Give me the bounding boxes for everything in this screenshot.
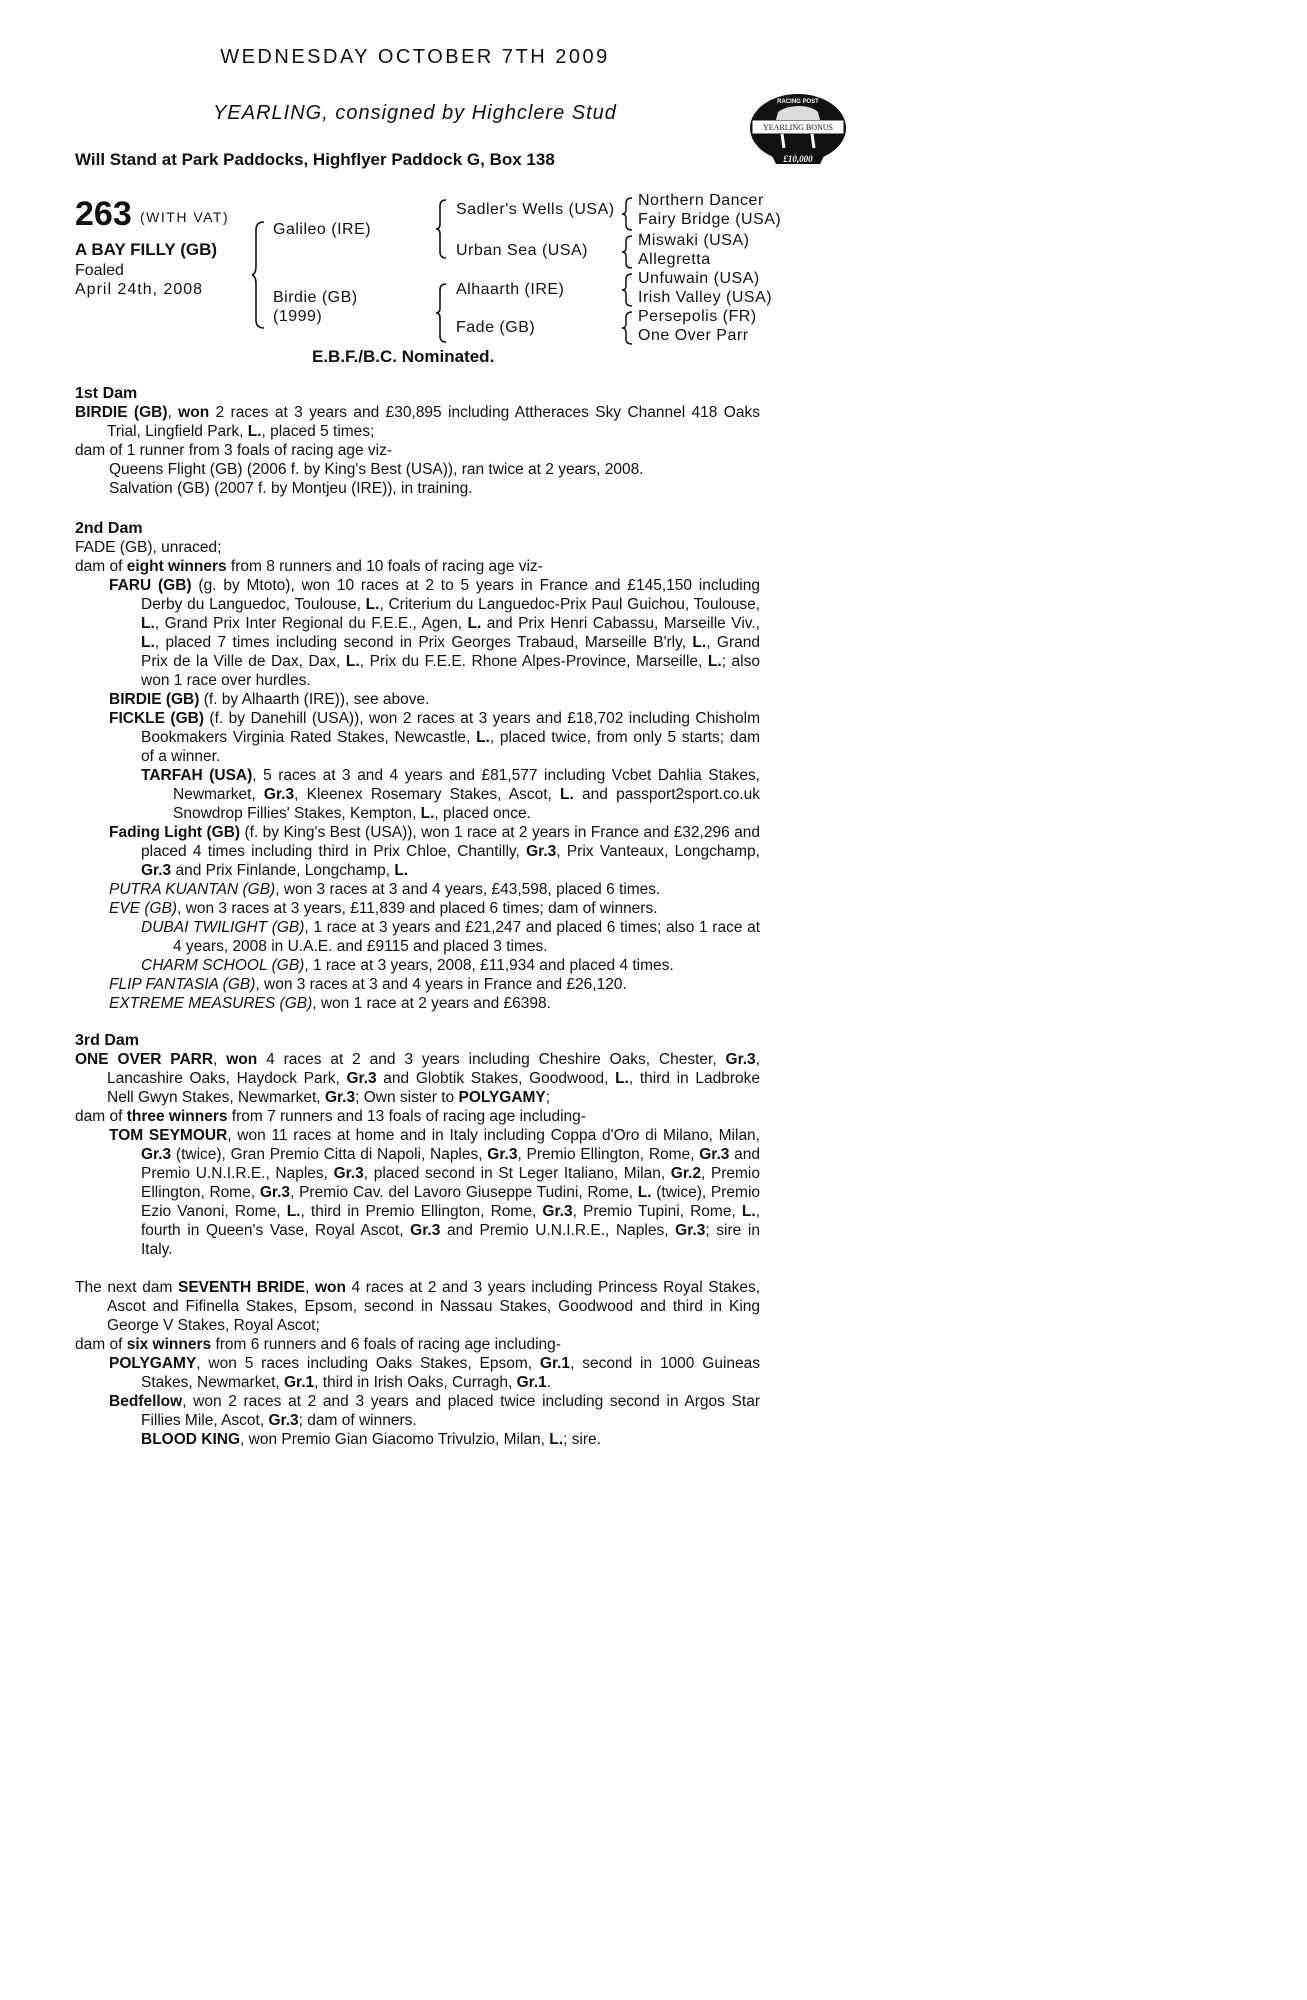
foaled-label: Foaled: [75, 262, 124, 279]
sale-date: WEDNESDAY OCTOBER 7TH 2009: [220, 46, 610, 68]
pedigree-dds: Persepolis (FR): [638, 308, 757, 325]
pedigree-dam-sire: Alhaarth (IRE): [456, 281, 565, 298]
pedigree-dsd: Irish Valley (USA): [638, 289, 773, 306]
third-dam-section: [75, 1031, 760, 1259]
produce-tarfah: TARFAH (USA), 5 races at 3 and 4 years and £81,577 including Vcbet Dahlia Stakes, Newmarket, Gr.3, Kleenex Rosemary Stakes, Ascot, L. and passport2sport.co.uk Snowdrop Fillies' Stakes, Kempton, L., placed once.: [141, 767, 760, 822]
pedigree-dss: Unfuwain (USA): [638, 270, 760, 287]
badge-middle-text: YEARLING BONUS: [763, 123, 833, 132]
first-dam-produce-2: Salvation (GB) (2007 f. by Montjeu (IRE)), in training.: [109, 480, 473, 497]
pedigree-dam-year: (1999): [273, 308, 323, 325]
produce-fading-light: Fading Light (GB) (f. by King's Best (USA)), won 1 race at 2 years in France and £32,296 and placed 4 times including third in Prix Chloe, Chantilly, Gr.3, Prix Vanteaux, Longchamp, Gr.3 and Prix Finlande, Longchamp, L.: [109, 824, 760, 879]
next-dam-dam-of: dam of six winners from 6 runners and 6 foals of racing age including-: [75, 1336, 561, 1353]
stand-location: Will Stand at Park Paddocks, Highflyer Paddock G, Box 138: [75, 150, 555, 169]
pedigree-brace-ds: [622, 272, 634, 308]
pedigree-sire-dam: Urban Sea (USA): [456, 242, 588, 259]
first-dam-record: BIRDIE (GB), won 2 races at 3 years and £30,895 including Attheraces Sky Channel 418 Oaks Trial, Lingfield Park, L., placed 5 times;: [75, 404, 760, 440]
produce-charm-school: CHARM SCHOOL (GB), 1 race at 3 years, 2008, £11,934 and placed 4 times.: [141, 957, 674, 974]
produce-faru: FARU (GB) (g. by Mtoto), won 10 races at 2 to 5 years in France and £145,150 including Derby du Languedoc, Toulouse, L., Criterium du Languedoc-Prix Paul Guichou, Toulouse, L., Grand Prix Inter Regional du F.E.E., Agen, L. and Prix Henri Cabassu, Marseille Viv., L., placed 7 times including second in Prix Georges Trabaud, Marseille B'rly, L., Grand Prix de la Ville de Dax, Dax, L., Prix du F.E.E. Rhone Alpes-Province, Marseille, L.; also won 1 race over hurdles.: [109, 577, 761, 689]
second-dam-section: [75, 519, 760, 1013]
third-dam-dam-of: dam of three winners from 7 runners and 13 foals of racing age including-: [75, 1108, 586, 1125]
vat-note: (WITH VAT): [140, 209, 230, 225]
second-dam-line: FADE (GB), unraced;: [75, 539, 222, 556]
pedigree-sire-sire: Sadler's Wells (USA): [456, 201, 615, 218]
pedigree-sire: Galileo (IRE): [273, 221, 372, 238]
lot-number: 263: [75, 195, 132, 233]
next-dam-record: The next dam SEVENTH BRIDE, won 4 races at 2 and 3 years including Princess Royal Stakes, Ascot and Fifinella Stakes, Epsom, second in Nassau Stakes, Goodwood and third in King George V Stakes, Royal Ascot;: [75, 1279, 761, 1334]
pedigree-ddd: One Over Parr: [638, 327, 749, 344]
produce-tom-seymour: TOM SEYMOUR, won 11 races at home and in Italy including Coppa d'Oro di Milano, Milan, Gr.3 (twice), Gran Premio Citta di Napoli, Naples, Gr.3, Premio Ellington, Rome, Gr.3 and Premio U.N.I.R.E., Naples, Gr.3, placed second in St Leger Italiano, Milan, Gr.2, Premio Ellington, Rome, Gr.3, Premio Cav. del Lavoro Giuseppe Tudini, Rome, L. (twice), Premio Ezio Vanoni, Rome, L., third in Premio Ellington, Rome, Gr.3, Premio Tupini, Rome, L., fourth in Queen's Vase, Royal Ascot, Gr.3 and Premio U.N.I.R.E., Naples, Gr.3; sire in Italy.: [109, 1127, 761, 1258]
first-dam-section: [75, 384, 760, 498]
pedigree-brace-sd: [622, 234, 634, 270]
next-dam-section: [75, 1278, 760, 1449]
horse-name: A BAY FILLY (GB): [75, 240, 218, 259]
produce-eve: EVE (GB), won 3 races at 3 years, £11,839 and placed 6 times; dam of winners.: [109, 900, 658, 917]
foaled-date: April 24th, 2008: [75, 281, 204, 298]
third-dam-record: ONE OVER PARR, won 4 races at 2 and 3 years including Cheshire Oaks, Chester, Gr.3, Lancashire Oaks, Haydock Park, Gr.3 and Globtik Stakes, Goodwood, L., third in Ladbroke Nell Gwyn Stakes, Newmarket, Gr.3; Own sister to POLYGAMY;: [75, 1051, 761, 1106]
produce-birdie: BIRDIE (GB) (f. by Alhaarth (IRE)), see above.: [109, 691, 430, 708]
badge-top-text: RACING POST: [777, 99, 819, 105]
produce-flip-fantasia: FLIP FANTASIA (GB), won 3 races at 3 and 4 years in France and £26,120.: [109, 976, 627, 993]
third-dam-heading: 3rd Dam: [75, 1032, 140, 1049]
pedigree-sdd: Allegretta: [638, 251, 711, 268]
first-dam-heading: 1st Dam: [75, 385, 138, 402]
pedigree-sss: Northern Dancer: [638, 192, 764, 209]
second-dam-heading: 2nd Dam: [75, 520, 143, 537]
pedigree-brace-dd: [622, 310, 634, 346]
pedigree-brace-ss: [622, 196, 634, 232]
second-dam-dam-of: dam of eight winners from 8 runners and 10 foals of racing age viz-: [75, 558, 543, 575]
yearling-bonus-logo: [748, 90, 848, 168]
pedigree-sds: Miswaki (USA): [638, 232, 750, 249]
badge-amount: £10,000: [783, 154, 813, 164]
produce-bedfellow: Bedfellow, won 2 races at 2 and 3 years and placed twice including second in Argos Star Fillies Mile, Ascot, Gr.3; dam of winners.: [109, 1393, 760, 1429]
produce-fickle: FICKLE (GB) (f. by Danehill (USA)), won 2 races at 3 years and £18,702 including Chisholm Bookmakers Virginia Rated Stakes, Newcastle, L., placed twice, from only 5 starts; dam of a winner.: [109, 710, 760, 765]
pedigree-brace-sire: [436, 198, 448, 260]
nomination-note: E.B.F./B.C. Nominated.: [312, 347, 495, 366]
pedigree-brace-main: [252, 220, 266, 330]
pedigree-dam: Birdie (GB): [273, 289, 358, 306]
produce-blood-king: BLOOD KING, won Premio Gian Giacomo Trivulzio, Milan, L.; sire.: [141, 1431, 601, 1448]
produce-dubai-twilight: DUBAI TWILIGHT (GB), 1 race at 3 years and £21,247 and placed 6 times; also 1 race at 4 years, 2008 in U.A.E. and £9115 and placed 3 times.: [141, 919, 761, 955]
pedigree-ssd: Fairy Bridge (USA): [638, 211, 782, 228]
first-dam-produce-1: Queens Flight (GB) (2006 f. by King's Best (USA)), ran twice at 2 years, 2008.: [109, 461, 644, 478]
pedigree-dam-dam: Fade (GB): [456, 319, 536, 336]
pedigree-brace-dam: [436, 282, 448, 344]
produce-putra-kuantan: PUTRA KUANTAN (GB), won 3 races at 3 and 4 years, £43,598, placed 6 times.: [109, 881, 661, 898]
consignor-line: YEARLING, consigned by Highclere Stud: [213, 102, 617, 124]
produce-extreme-measures: EXTREME MEASURES (GB), won 1 race at 2 years and £6398.: [109, 995, 551, 1012]
first-dam-dam-of: dam of 1 runner from 3 foals of racing age viz-: [75, 442, 393, 459]
produce-polygamy: POLYGAMY, won 5 races including Oaks Stakes, Epsom, Gr.1, second in 1000 Guineas Stakes, Newmarket, Gr.1, third in Irish Oaks, Curragh, Gr.1.: [109, 1355, 760, 1391]
